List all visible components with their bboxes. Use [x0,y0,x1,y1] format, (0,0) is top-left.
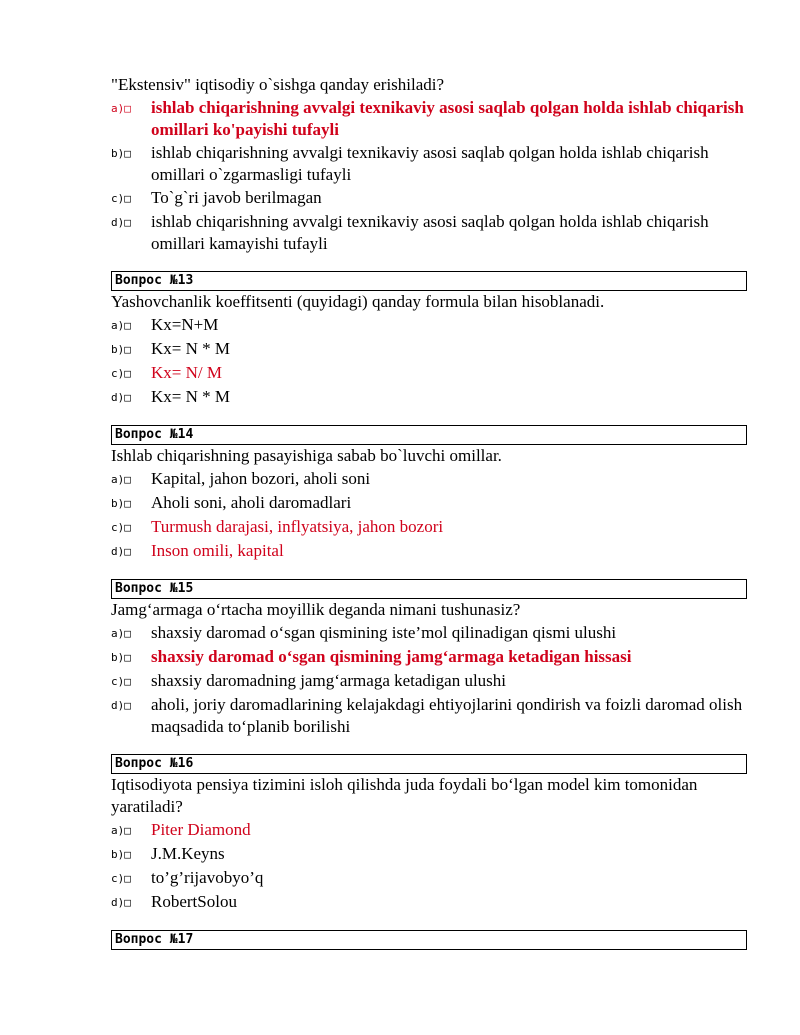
option-d [111,694,747,738]
option-text-correct: Kx= N/ M [151,363,222,382]
option-letter: d)□ [111,699,131,712]
quiz-page [111,74,747,950]
question-header: Вопрос №15 [111,579,747,599]
option-a [111,97,747,141]
option-b [111,843,747,866]
option-text: shaxsiy daromadning jamg‘armaga ketadigan ulushi [151,671,507,690]
option-text: J.M.Keyns [151,844,225,863]
option-d [111,891,747,914]
option-text: Kx= N * M [151,339,231,358]
option-letter: a)□ [111,824,131,837]
option-text-correct: Turmush darajasi, inflyatsiya, jahon bozori [151,517,444,536]
option-c [111,516,747,539]
option-a [111,819,747,842]
option-text: ishlab chiqarishning avvalgi texnikaviy asosi saqlab qolgan holda ishlab chiqarish omillari o`zgarmasligi tufayli [151,143,709,184]
option-text: Kx=N+M [151,315,219,334]
option-a [111,468,747,491]
option-letter: d)□ [111,216,131,229]
option-letter: c)□ [111,675,131,688]
option-text: aholi, joriy daromadlarining kelajakdagi ehtiyojlarini qondirish va foizli daromad olish maqsadida to‘planib borilishi [151,695,743,736]
option-text: to’g’rijavobyo’q [151,868,264,887]
option-text: To`g`ri javob berilmagan [151,188,322,207]
option-text-correct: shaxsiy daromad o‘sgan qismining jamg‘armaga ketadigan hissasi [151,647,632,666]
option-b [111,492,747,515]
question-header: Вопрос №14 [111,425,747,445]
option-letter: c)□ [111,367,131,380]
option-text: Kapital, jahon bozori, aholi soni [151,469,371,488]
option-letter: a)□ [111,319,131,332]
question-14 [111,425,747,563]
option-text-correct: Inson omili, kapital [151,541,284,560]
option-b [111,338,747,361]
option-letter: c)□ [111,872,131,885]
option-letter: b)□ [111,848,131,861]
question-17 [111,930,747,950]
option-letter: d)□ [111,391,131,404]
option-b [111,142,747,186]
option-text-correct: Piter Diamond [151,820,251,839]
option-text-correct: ishlab chiqarishning avvalgi texnikaviy asosi saqlab qolgan holda ishlab chiqarish omillari ko'payishi tufayli [151,98,744,139]
option-letter: b)□ [111,651,131,664]
option-letter: d)□ [111,545,131,558]
question-16 [111,754,747,914]
option-letter: b)□ [111,343,131,356]
option-a [111,622,747,645]
question-header: Вопрос №13 [111,271,747,291]
option-a [111,314,747,337]
option-text: RobertSolou [151,892,237,911]
question-header: Вопрос №17 [111,930,747,950]
question-15 [111,579,747,738]
option-text: Kx= N * M [151,387,231,406]
option-letter: a)□ [111,627,131,640]
question-text: "Ekstensiv" iqtisodiy o`sishga qanday erishiladi? [111,75,445,94]
question-text: Yashovchanlik koeffitsenti (quyidagi) qanday formula bilan hisoblanadi. [111,292,605,311]
question-text: Jamg‘armaga o‘rtacha moyillik deganda nimani tushunasiz? [111,600,521,619]
option-c [111,670,747,693]
option-c [111,867,747,890]
option-text: Aholi soni, aholi daromadlari [151,493,352,512]
option-letter: d)□ [111,896,131,909]
option-letter: c)□ [111,521,131,534]
question-text: Ishlab chiqarishning pasayishiga sabab bo`luvchi omillar. [111,446,502,465]
option-d [111,211,747,255]
question-text: Iqtisodiyota pensiya tizimini isloh qilishda juda foydali bo‘lgan model kim tomonidan yaratiladi? [111,775,698,816]
option-text: shaxsiy daromad o‘sgan qismining iste’mol qilinadigan qismi ulushi [151,623,617,642]
option-letter: a)□ [111,102,131,115]
option-b [111,646,747,669]
option-c [111,362,747,385]
option-letter: a)□ [111,473,131,486]
option-d [111,386,747,409]
question-header: Вопрос №16 [111,754,747,774]
option-letter: c)□ [111,192,131,205]
question-13 [111,271,747,409]
option-letter: b)□ [111,497,131,510]
option-d [111,540,747,563]
option-text: ishlab chiqarishning avvalgi texnikaviy asosi saqlab qolgan holda ishlab chiqarish omillari kamayishi tufayli [151,212,709,253]
question-12 [111,74,747,255]
option-c [111,187,747,210]
option-letter: b)□ [111,147,131,160]
